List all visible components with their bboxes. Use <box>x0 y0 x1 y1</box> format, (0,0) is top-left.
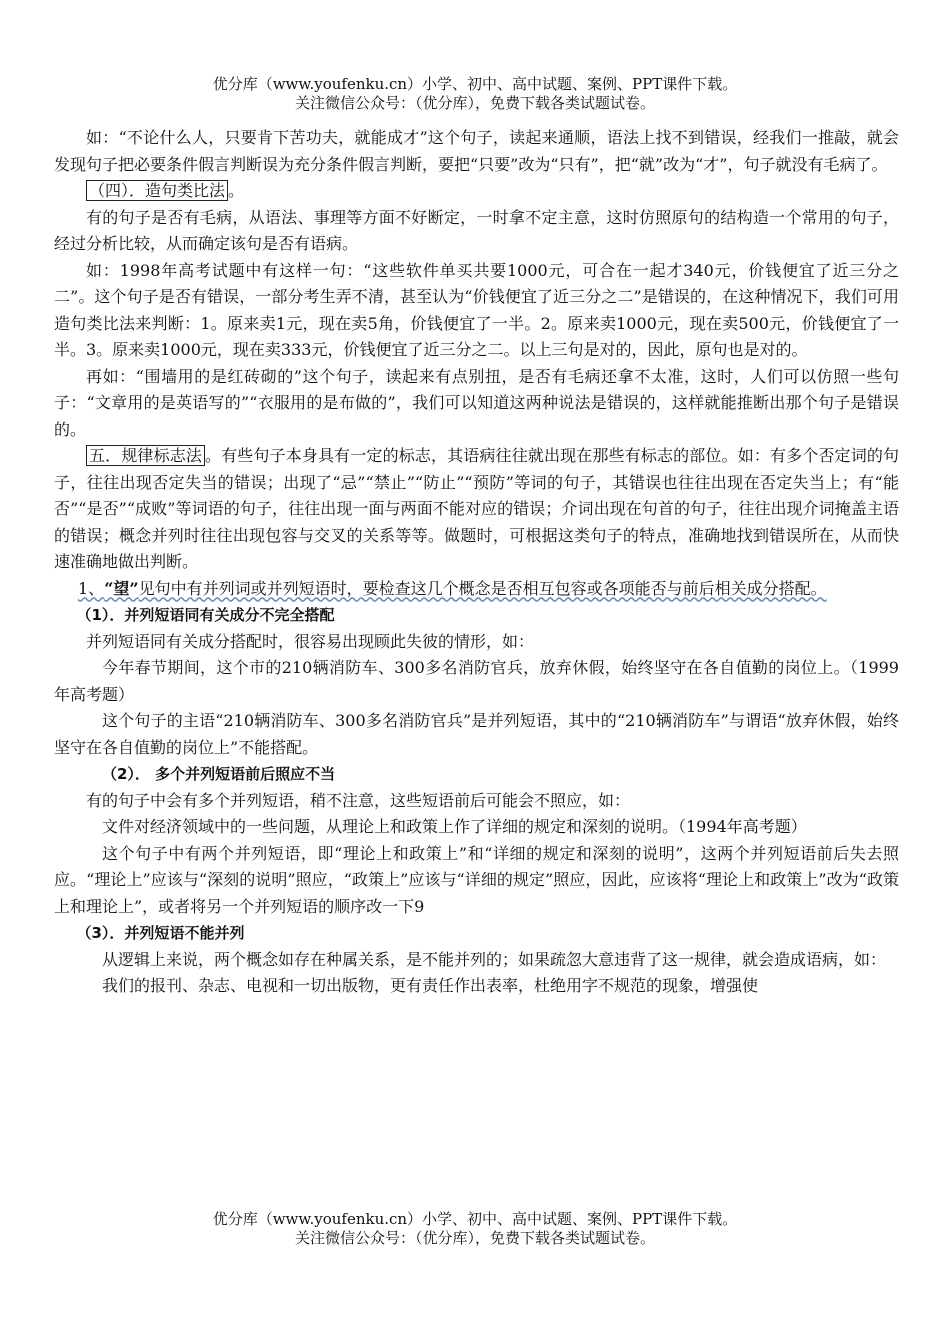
example-sentence: 文件对经济领域中的一些问题，从理论上和政策上作了详细的规定和深刻的说明。（1994年高考题） <box>102 817 807 836</box>
section-5-title: 五．规律标志法 <box>86 445 205 466</box>
paragraph: 这个句子的主语“210辆消防车、300多名消防官兵”是并列短语，其中的“210辆消防车”与谓语“放弃休假，始终坚守在各自值勤的岗位上”不能搭配。 <box>54 711 899 757</box>
rule-1-paragraph <box>54 576 899 603</box>
paragraph: 再如：“围墙用的是红砖砌的”这个句子，读起来有点别扭，是否有毛病还拿不太准，这时，人们可以仿照一些句子：“文章用的是英语写的”“衣服用的是布做的”，我们可以知道这两种说法是错误的，这样就能推断出那个句子是错误的。 <box>54 366 899 439</box>
section-4-tail: 。 <box>228 181 245 200</box>
page-header <box>0 75 950 113</box>
subheading-3: （3）．并列短语不能并列 <box>76 924 245 942</box>
footer-line-1: 优分库（www.youfenku.cn）小学、初中、高中试题、案例、PPT课件下载。 <box>212 1210 738 1228</box>
paragraph: 有的句子中会有多个并列短语，稍不注意，这些短语前后可能会不照应，如： <box>86 790 631 810</box>
subheading-1: （1）．并列短语同有关成分不完全搭配 <box>76 606 335 624</box>
header-line-1: 优分库（www.youfenku.cn）小学、初中、高中试题、案例、PPT课件下载。 <box>212 75 738 93</box>
rule-1-number: 1、 <box>78 578 105 598</box>
section-5-paragraph <box>54 443 899 576</box>
paragraph: 如：1998年高考试题中有这样一句：“这些软件单买共要1000元，可合在一起才340元，价钱便宜了近三分之二”。这个句子是否有错误，一部分考生弄不清，甚至认为“价钱便宜了近三分之二”是错误的，在这种情况下，我们可用造句类比法来判断：1。原来卖1元，现在卖5角，价钱便宜了一半。2。原来卖1000元，现在卖500元，价钱便宜了一半。3。原来卖1000元，现在卖333元，价钱便宜了近三分之二。以上三句是对的，因此，原句也是对的。 <box>54 260 899 359</box>
footer-line-2: 关注微信公众号：（优分库），免费下载各类试题试卷。 <box>294 1229 655 1247</box>
page-footer <box>0 1210 950 1248</box>
paragraph: 如：“不论什么人，只要肯下苦功夫，就能成才”这个句子，读起来通顺，语法上找不到错误，经我们一推敲，就会发现句子把必要条件假言判断误为充分条件假言判断，要把“只要”改为“只有”，把“就”改为“才”，句子就没有毛病了。 <box>54 128 899 174</box>
paragraph: 从逻辑上来说，两个概念如存在种属关系，是不能并列的；如果疏忽大意违背了这一规律，就会造成语病，如： <box>102 949 887 969</box>
section-5-text: 。有些句子本身具有一定的标志，其语病往往就出现在那些有标志的部位。如：有多个否定词的句子，往往出现否定失当的错误；出现了“忌”“禁止”“防止”“预防”等词的句子，其错误也往往出现在否定失当上；有“能否”“是否”“成败”等词语的句子，往往出现一面与两面不能对应的错误；介词出现在句首的句子，往往出现介词掩盖主语的错误；概念并列时往往出现包容与交叉的关系等等。做题时，可根据这类句子的特点，准确地找到错误所在，从而快速准确地做出判断。 <box>54 446 899 571</box>
example-sentence: 今年春节期间，这个市的210辆消防车、300多名消防官兵，放弃休假，始终坚守在各自值勤的岗位上。（1999年高考题） <box>54 658 899 704</box>
paragraph: 并列短语同有关成分搭配时，很容易出现顾此失彼的情形，如： <box>86 631 535 651</box>
rule-1-keyword: “望” <box>104 578 139 598</box>
section-4-title: （四）．造句类比法 <box>86 180 228 201</box>
rule-1-text: 见句中有并列词或并列短语时，要检查这几个概念是否相互包容或各项能否与前后相关成分搭配。 <box>138 578 827 598</box>
header-line-2: 关注微信公众号：（优分库），免费下载各类试题试卷。 <box>294 94 655 112</box>
section-4-heading-line <box>54 178 899 205</box>
paragraph: 这个句子中有两个并列短语，即“理论上和政策上”和“详细的规定和深刻的说明”，这两个并列短语前后失去照应。“理论上”应该与“深刻的说明”照应，“政策上”应该与“详细的规定”照应，因此，应该将“理论上和政策上”改为“政策上和理论上”，或者将另一个并列短语的顺序改一下9 <box>54 843 899 916</box>
subheading-2: （2）． 多个并列短语前后照应不当 <box>102 765 336 783</box>
paragraph: 有的句子是否有毛病，从语法、事理等方面不好断定，一时拿不定主意，这时仿照原句的结构造一个常用的句子，经过分析比较，从而确定该句是否有语病。 <box>54 207 899 253</box>
example-sentence: 我们的报刊、杂志、电视和一切出版物，更有责任作出表率，杜绝用字不规范的现象，增强使 <box>102 976 759 995</box>
article-body <box>54 125 899 1000</box>
